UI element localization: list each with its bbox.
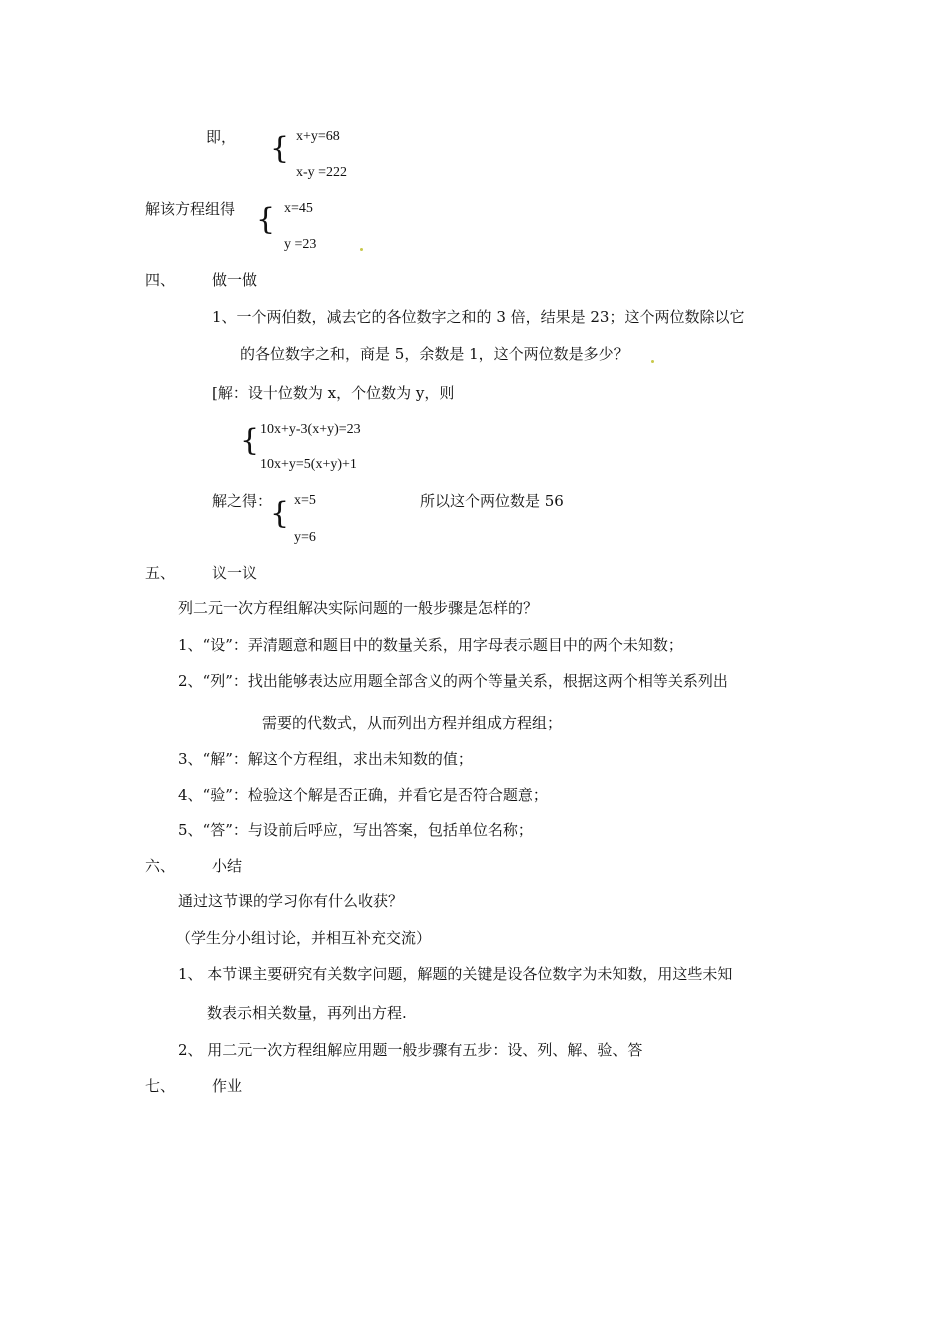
brace-icon: { [270, 131, 290, 166]
section-4-number: 四、 [145, 271, 176, 289]
section-5-step2-line2: 需要的代数式，从而列出方程并组成方程组； [262, 714, 563, 732]
section-4-eq-line1: 10x+y-3(x+y)=23 [260, 422, 361, 437]
solution-block-1-line1: x=45 [284, 201, 313, 216]
brace-icon: { [240, 423, 260, 458]
solution-block-1-prefix: 解该方程组得 [145, 200, 236, 218]
section-7-number: 七、 [145, 1077, 176, 1095]
section-6-note: （学生分小组讨论，并相互补充交流） [176, 929, 432, 947]
section-4-result-line1: x=5 [294, 493, 316, 508]
eq-block-1-line1: x+y=68 [296, 129, 340, 144]
mark-dot [651, 360, 654, 363]
section-4-result-prefix: 解之得： [212, 492, 273, 510]
section-5-step3: 3、“解”：解这个方程组，求出未知数的值； [178, 750, 473, 768]
section-6-point1-line2: 数表示相关数量，再列出方程. [207, 1004, 407, 1022]
section-4-solution-intro: [解：设十位数为 x，个位数为 y，则 [212, 384, 455, 402]
section-5-step2-line1: 2、“列”：找出能够表达应用题全部含义的两个等量关系，根据这两个相等关系列出 [178, 672, 728, 690]
brace-icon: { [270, 496, 290, 531]
section-6-point1-line1: 1、 本节课主要研究有关数字问题，解题的关键是设各位数字为未知数，用这些未知 [178, 965, 733, 983]
section-4-problem-line2: 的各位数字之和，商是 5，余数是 1，这个两位数是多少？ [240, 345, 629, 363]
eq-block-1-line2: x-y =222 [296, 165, 348, 180]
mark-dot [360, 248, 363, 251]
section-4-result-line2: y=6 [294, 530, 316, 545]
section-6-number: 六、 [145, 857, 176, 875]
section-4-eq-line2: 10x+y=5(x+y)+1 [260, 457, 357, 472]
section-5-number: 五、 [145, 564, 176, 582]
section-6-question: 通过这节课的学习你有什么收获？ [178, 892, 404, 910]
solution-block-1-line2: y =23 [284, 237, 317, 252]
section-7-title: 作业 [212, 1077, 243, 1095]
section-5-step5: 5、“答”：与设前后呼应，写出答案，包括单位名称； [178, 821, 533, 839]
section-5-step4: 4、“验”：检验这个解是否正确，并看它是否符合题意； [178, 786, 548, 804]
section-4-problem-line1: 1、一个两伯数，减去它的各位数字之和的 3 倍，结果是 23；这个两位数除以它 [212, 308, 745, 326]
section-6-title: 小结 [212, 857, 243, 875]
section-4-title: 做一做 [212, 271, 258, 289]
section-5-question: 列二元一次方程组解决实际问题的一般步骤是怎样的？ [178, 599, 539, 617]
section-5-step1: 1、“设”：弄清题意和题目中的数量关系，用字母表示题目中的两个未知数； [178, 636, 683, 654]
section-4-conclusion: 所以这个两位数是 56 [420, 492, 564, 510]
section-6-point2: 2、 用二元一次方程组解应用题一般步骤有五步：设、列、解、验、答 [178, 1041, 643, 1059]
section-5-title: 议一议 [212, 564, 258, 582]
eq-block-1-prefix: 即， [206, 128, 237, 146]
brace-icon: { [256, 202, 276, 237]
